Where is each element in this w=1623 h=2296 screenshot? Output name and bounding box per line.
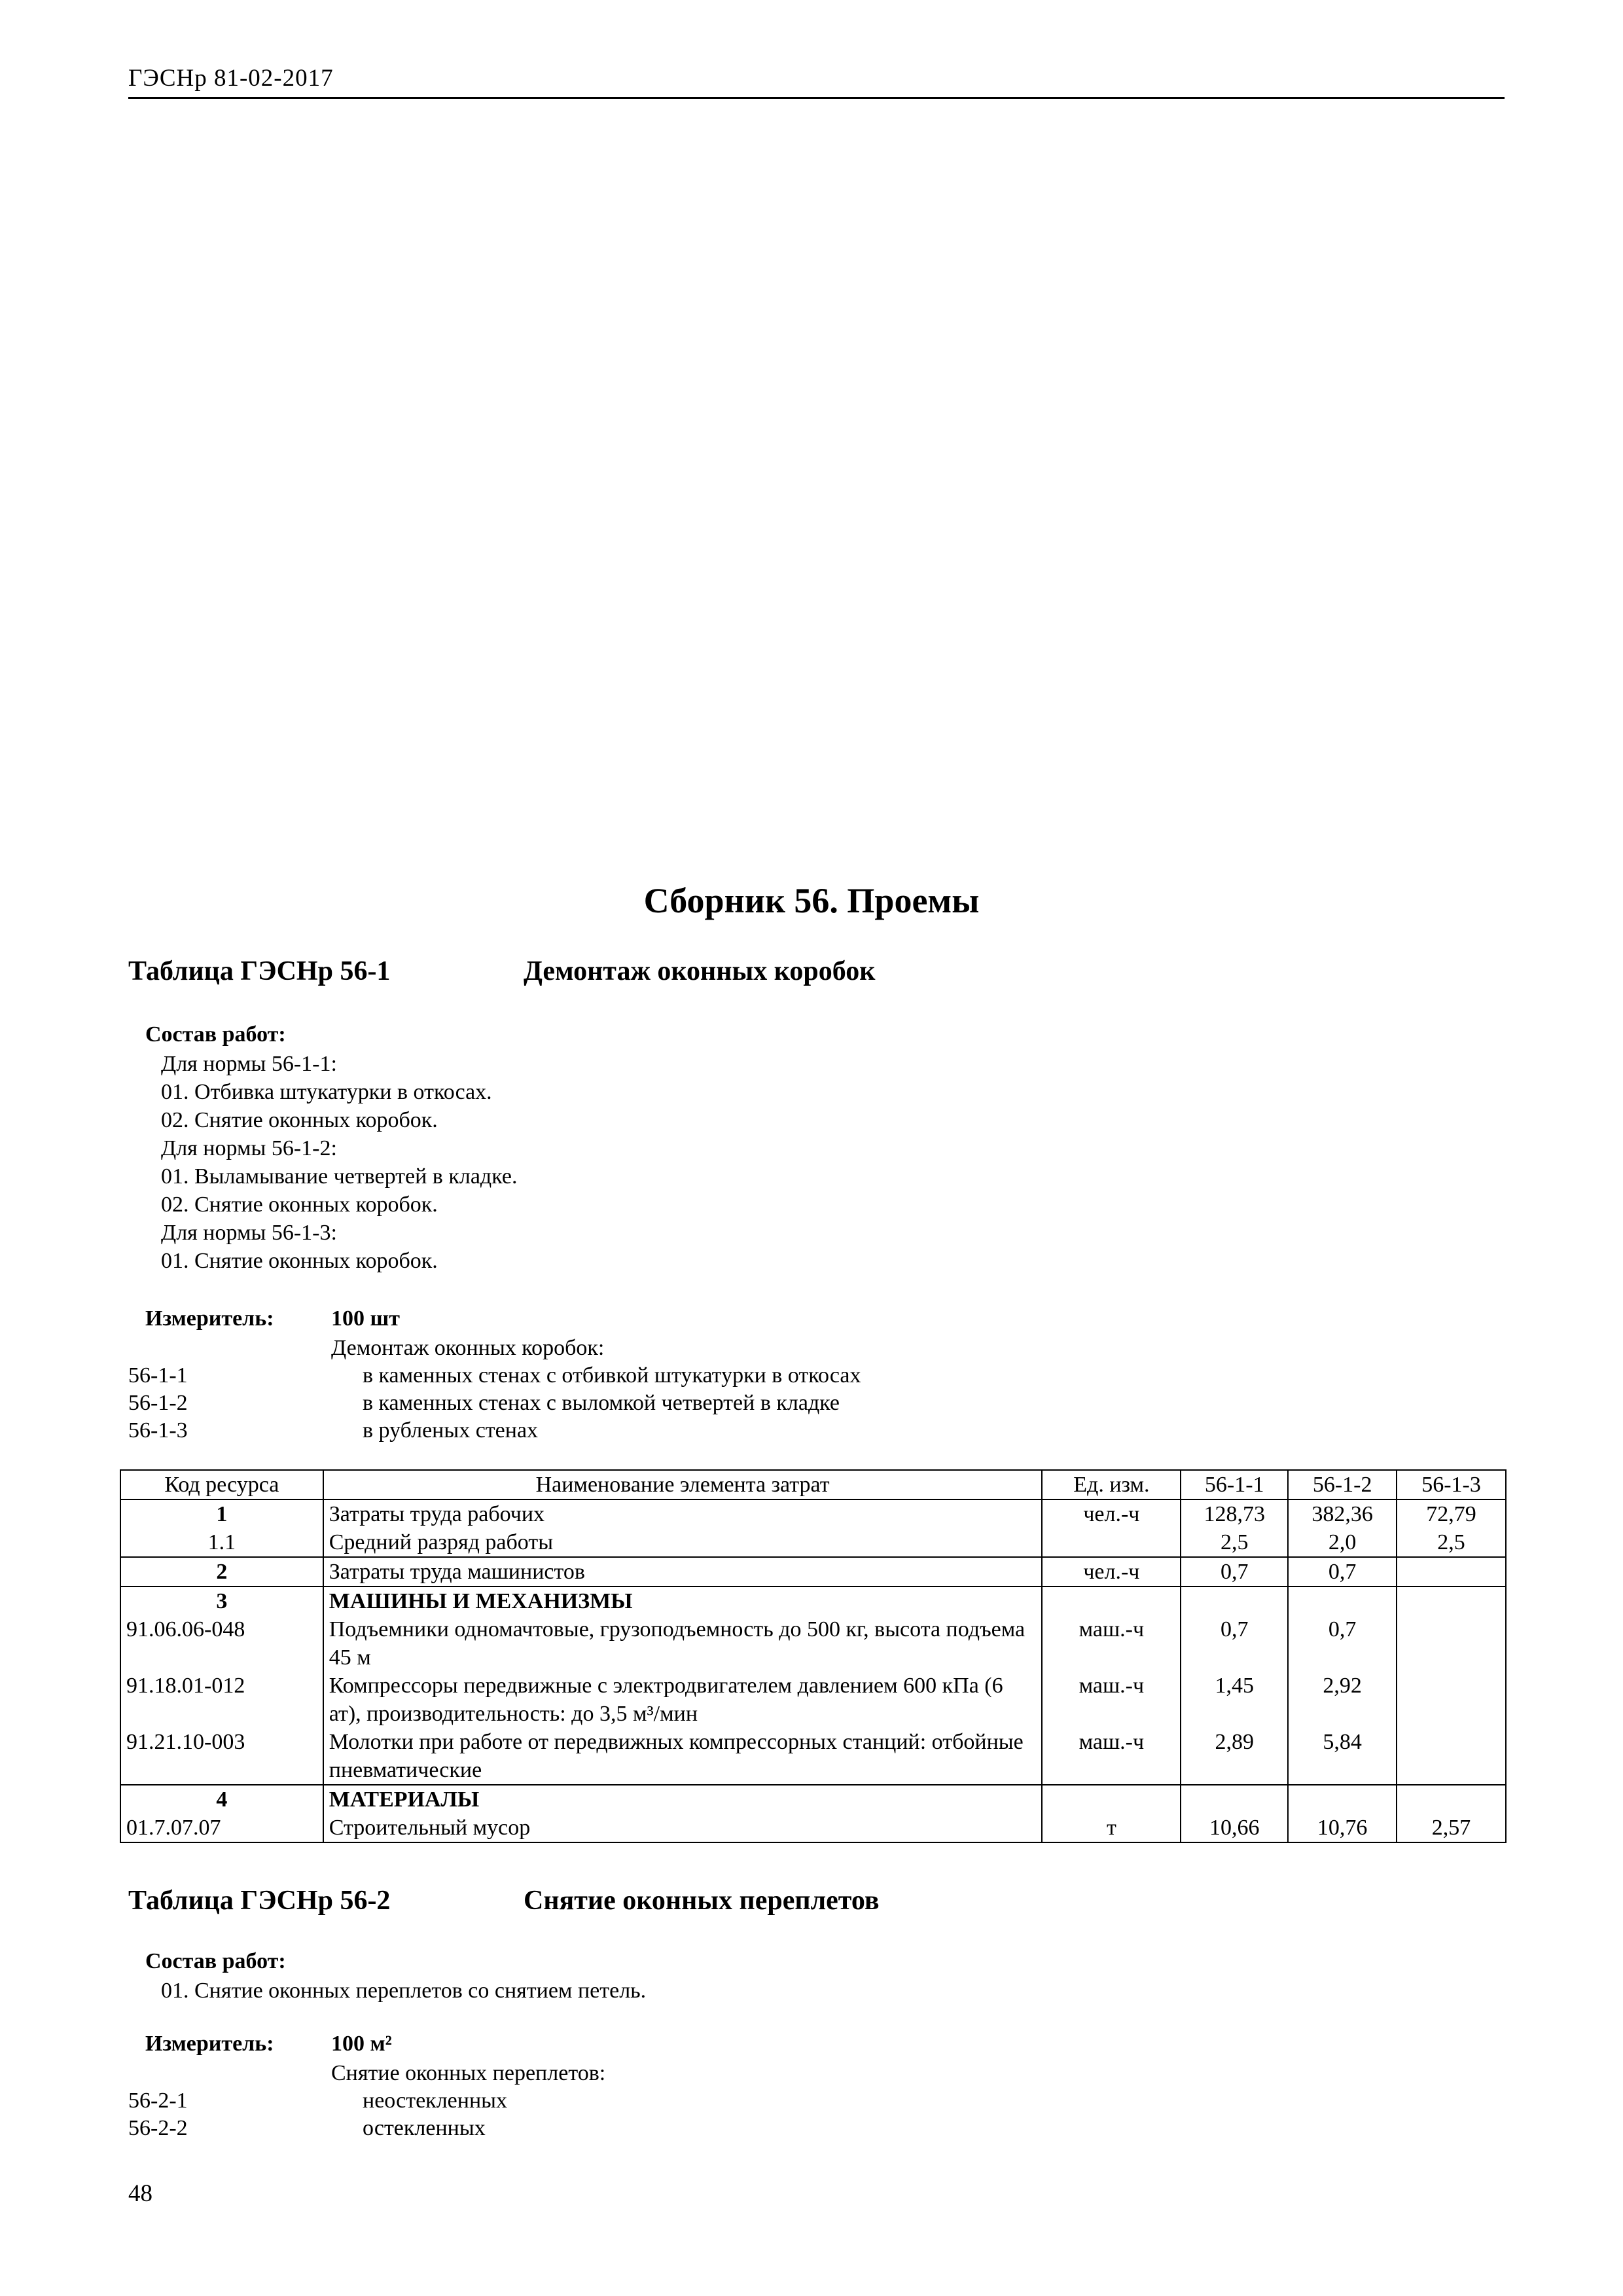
table-row [120,1557,1506,1587]
column-header: Код ресурса [120,1470,323,1499]
section-code: 3 [120,1587,323,1615]
norm-value: 382,36 [1288,1499,1397,1528]
norm-value: 5,84 [1288,1728,1397,1785]
table1-title: Демонтаж оконных коробок [524,956,876,986]
resource-name: Подъемники одномачтовые, грузоподъемность до 500 кг, высота подъема 45 м [323,1615,1043,1672]
table1-meter-label: Измеритель: [145,1306,274,1331]
resource-code: 91.06.06-048 [120,1615,323,1672]
resource-code: 91.21.10-003 [120,1728,323,1785]
norm-value: 72,79 [1397,1499,1506,1528]
column-header: Ед. изм. [1042,1470,1181,1499]
norm-value [1397,1672,1506,1728]
resource-code: 1.1 [120,1528,323,1557]
norm-value: 2,57 [1397,1814,1506,1842]
resource-unit: т [1042,1814,1181,1842]
norm-value [1397,1615,1506,1672]
column-header: Наименование элемента затрат [323,1470,1043,1499]
norm-value [1397,1728,1506,1785]
table1-meter-value: 100 шт [331,1306,400,1331]
norm-value [1397,1785,1506,1814]
norm-value [1288,1587,1397,1615]
table2-meter-label: Измеритель: [145,2032,274,2056]
page-number: 48 [128,2180,152,2207]
norm-value: 2,92 [1288,1672,1397,1728]
column-header: 56-1-3 [1397,1470,1506,1499]
norm-value [1397,1587,1506,1615]
resource-name: Затраты труда машинистов [323,1557,1043,1587]
composition-line: 01. Выламывание четвертей в кладке. [161,1164,518,1189]
table1-composition-list [161,1050,518,1275]
section-name: МАТЕРИАЛЫ [323,1785,1043,1814]
table-row [120,1528,1506,1557]
section-code: 4 [120,1785,323,1814]
resource-name: Средний разряд работы [323,1528,1043,1557]
composition-line: Для нормы 56-1-1: [161,1052,337,1076]
norm-value: 10,66 [1181,1814,1288,1842]
table-section-row [120,1587,1506,1615]
table2-meter-desc: Снятие оконных переплетов: [331,2061,606,2085]
norm-value: 0,7 [1288,1615,1397,1672]
norm-value: 1,45 [1181,1672,1288,1728]
composition-line: 01. Снятие оконных переплетов со снятием петель. [161,1979,647,2003]
norm-code: 56-1-1 [128,1363,188,1388]
norm-desc: в каменных стенах с отбивкой штукатурки в откосах [363,1363,861,1388]
resource-unit: чел.-ч [1042,1557,1181,1587]
composition-line: 02. Снятие оконных коробок. [161,1193,438,1217]
composition-line: 01. Снятие оконных коробок. [161,1249,438,1273]
norm-value: 2,89 [1181,1728,1288,1785]
norm-value: 10,76 [1288,1814,1397,1842]
norm-desc: в каменных стенах с выломкой четвертей в кладке [363,1391,840,1415]
resource-unit [1042,1587,1181,1615]
section-name: МАШИНЫ И МЕХАНИЗМЫ [323,1587,1043,1615]
table1-label: Таблица ГЭСНр 56-1 [128,956,391,986]
norm-value: 128,73 [1181,1499,1288,1528]
resource-unit [1042,1785,1181,1814]
table-row [120,1814,1506,1842]
norm-value [1288,1785,1397,1814]
norm-value [1397,1557,1506,1587]
resource-unit: маш.-ч [1042,1728,1181,1785]
norm-code: 56-2-1 [128,2089,188,2113]
table-row [120,1499,1506,1528]
resource-unit: чел.-ч [1042,1499,1181,1528]
norm-desc: в рубленых стенах [363,1418,539,1443]
resource-table [120,1469,1507,1843]
column-header: 56-1-1 [1181,1470,1288,1499]
composition-line: Для нормы 56-1-3: [161,1221,337,1245]
norm-value: 0,7 [1181,1557,1288,1587]
norm-desc: остекленных [363,2116,486,2140]
resource-name: Строительный мусор [323,1814,1043,1842]
norm-value: 2,5 [1397,1528,1506,1557]
table-row [120,1728,1506,1785]
norm-value [1181,1785,1288,1814]
header-divider [128,97,1505,99]
table2-label: Таблица ГЭСНр 56-2 [128,1886,391,1916]
norm-value: 0,7 [1288,1557,1397,1587]
resource-code: 2 [120,1557,323,1587]
norm-code: 56-1-2 [128,1391,188,1415]
table-header-row [120,1470,1506,1499]
collection-title: Сборник 56. Проемы [643,881,980,920]
table1-composition-heading: Состав работ: [145,1022,286,1047]
resource-code: 1 [120,1499,323,1528]
resource-name: Молотки при работе от передвижных компрессорных станций: отбойные пневматические [323,1728,1043,1785]
resource-unit: маш.-ч [1042,1615,1181,1672]
norm-code: 56-1-3 [128,1418,188,1443]
resource-code: 91.18.01-012 [120,1672,323,1728]
resource-name: Компрессоры передвижные с электродвигателем давлением 600 кПа (6 ат), производительность: до 3,5 м³/мин [323,1672,1043,1728]
table2-meter-value: 100 м² [331,2032,392,2056]
table-row [120,1672,1506,1728]
resource-name: Затраты труда рабочих [323,1499,1043,1528]
norm-value: 2,0 [1288,1528,1397,1557]
resource-code: 01.7.07.07 [120,1814,323,1842]
composition-line: Для нормы 56-1-2: [161,1136,337,1160]
composition-line: 01. Отбивка штукатурки в откосах. [161,1080,492,1104]
document-code-header: ГЭСНр 81-02-2017 [128,65,334,92]
norm-code: 56-2-2 [128,2116,188,2140]
composition-line: 02. Снятие оконных коробок. [161,1108,438,1132]
norm-desc: неостекленных [363,2089,507,2113]
norm-value [1181,1587,1288,1615]
table-section-row [120,1785,1506,1814]
norm-value: 2,5 [1181,1528,1288,1557]
table2-title: Снятие оконных переплетов [524,1886,880,1916]
table2-composition-heading: Состав работ: [145,1949,286,1973]
norm-value: 0,7 [1181,1615,1288,1672]
resource-unit [1042,1528,1181,1557]
resource-unit: маш.-ч [1042,1672,1181,1728]
table-row [120,1615,1506,1672]
table1-meter-desc: Демонтаж оконных коробок: [331,1336,605,1360]
column-header: 56-1-2 [1288,1470,1397,1499]
